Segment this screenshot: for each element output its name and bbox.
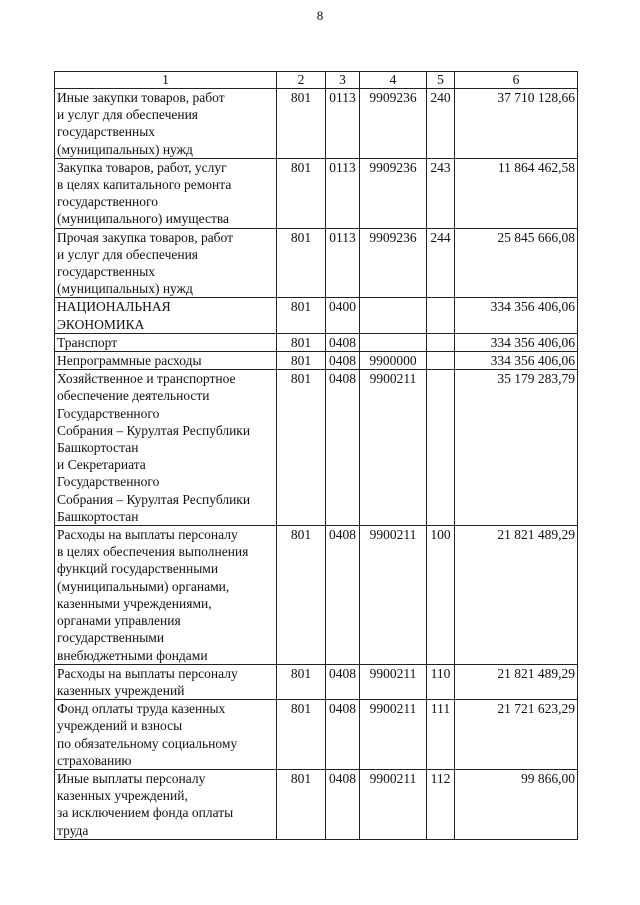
expense-type-cell: 243 — [427, 158, 455, 228]
expense-type-cell — [427, 333, 455, 351]
section-code-cell: 0408 — [326, 333, 360, 351]
column-header: 5 — [427, 72, 455, 89]
section-code-cell: 0408 — [326, 700, 360, 770]
amount-cell: 11 864 462,58 — [455, 158, 578, 228]
target-code-cell: 9900211 — [360, 700, 427, 770]
table-row — [55, 158, 578, 228]
section-code-cell: 0113 — [326, 228, 360, 298]
section-code-cell: 0408 — [326, 370, 360, 526]
row-name-cell: Иные закупки товаров, работ и услуг для обеспечения государственных (муниципальных) нужд — [55, 89, 277, 159]
page-number: 8 — [316, 8, 324, 23]
section-code-cell: 0408 — [326, 664, 360, 699]
ved-code-cell: 801 — [277, 700, 326, 770]
column-header: 3 — [326, 72, 360, 89]
amount-cell: 25 845 666,08 — [455, 228, 578, 298]
amount-cell: 334 356 406,06 — [455, 333, 578, 351]
expense-type-cell: 244 — [427, 228, 455, 298]
column-header: 4 — [360, 72, 427, 89]
row-name-cell: Прочая закупка товаров, работ и услуг для обеспечения государственных (муниципальных) нужд — [55, 228, 277, 298]
row-name-cell: Хозяйственное и транспортное обеспечение деятельности Государственного Собрания – Курултая Республики Башкортостан и Секретариата Государственного Собрания – Курултая Республики Башкортостан — [55, 370, 277, 526]
target-code-cell: 9900211 — [360, 769, 427, 839]
table-row — [55, 352, 578, 370]
target-code-cell: 9909236 — [360, 228, 427, 298]
section-code-cell: 0408 — [326, 769, 360, 839]
target-code-cell — [360, 298, 427, 333]
ved-code-cell: 801 — [277, 769, 326, 839]
table-row — [55, 664, 578, 699]
ved-code-cell: 801 — [277, 158, 326, 228]
target-code-cell: 9909236 — [360, 89, 427, 159]
column-header: 2 — [277, 72, 326, 89]
row-name-cell: Расходы на выплаты персоналу в целях обеспечения выполнения функций государственными (муниципальными) органами, казенными учреждениями, органами управления государственными внебюджетными фондами — [55, 526, 277, 665]
row-name-cell: НАЦИОНАЛЬНАЯ ЭКОНОМИКА — [55, 298, 277, 333]
ved-code-cell: 801 — [277, 228, 326, 298]
row-name-cell: Транспорт — [55, 333, 277, 351]
section-code-cell: 0408 — [326, 526, 360, 665]
target-code-cell: 9900211 — [360, 370, 427, 526]
expense-type-cell: 100 — [427, 526, 455, 665]
amount-cell: 21 821 489,29 — [455, 664, 578, 699]
row-name-cell: Закупка товаров, работ, услуг в целях капитального ремонта государственного (муниципального) имущества — [55, 158, 277, 228]
row-name-cell: Расходы на выплаты персоналу казенных учреждений — [55, 664, 277, 699]
target-code-cell: 9909236 — [360, 158, 427, 228]
table-header-row — [55, 72, 578, 89]
column-header: 1 — [55, 72, 277, 89]
expense-type-cell — [427, 370, 455, 526]
expense-type-cell: 112 — [427, 769, 455, 839]
ved-code-cell: 801 — [277, 352, 326, 370]
amount-cell: 21 821 489,29 — [455, 526, 578, 665]
ved-code-cell: 801 — [277, 526, 326, 665]
section-code-cell: 0400 — [326, 298, 360, 333]
ved-code-cell: 801 — [277, 298, 326, 333]
table-body — [55, 89, 578, 840]
ved-code-cell: 801 — [277, 664, 326, 699]
section-code-cell: 0408 — [326, 352, 360, 370]
target-code-cell: 9900211 — [360, 664, 427, 699]
table-row — [55, 333, 578, 351]
table-row — [55, 228, 578, 298]
column-header: 6 — [455, 72, 578, 89]
amount-cell: 334 356 406,06 — [455, 352, 578, 370]
target-code-cell: 9900211 — [360, 526, 427, 665]
row-name-cell: Непрограммные расходы — [55, 352, 277, 370]
table-row — [55, 769, 578, 839]
target-code-cell — [360, 333, 427, 351]
expense-type-cell: 111 — [427, 700, 455, 770]
section-code-cell: 0113 — [326, 158, 360, 228]
amount-cell: 35 179 283,79 — [455, 370, 578, 526]
budget-table — [54, 71, 578, 840]
section-code-cell: 0113 — [326, 89, 360, 159]
ved-code-cell: 801 — [277, 89, 326, 159]
amount-cell: 21 721 623,29 — [455, 700, 578, 770]
target-code-cell: 9900000 — [360, 352, 427, 370]
expense-type-cell — [427, 352, 455, 370]
amount-cell: 37 710 128,66 — [455, 89, 578, 159]
expense-type-cell: 240 — [427, 89, 455, 159]
table-row — [55, 526, 578, 665]
row-name-cell: Фонд оплаты труда казенных учреждений и взносы по обязательному социальному страхованию — [55, 700, 277, 770]
expense-type-cell: 110 — [427, 664, 455, 699]
row-name-cell: Иные выплаты персоналу казенных учреждений, за исключением фонда оплаты труда — [55, 769, 277, 839]
amount-cell: 99 866,00 — [455, 769, 578, 839]
ved-code-cell: 801 — [277, 333, 326, 351]
table-row — [55, 298, 578, 333]
table-row — [55, 370, 578, 526]
table-row — [55, 700, 578, 770]
amount-cell: 334 356 406,06 — [455, 298, 578, 333]
ved-code-cell: 801 — [277, 370, 326, 526]
table-row — [55, 89, 578, 159]
expense-type-cell — [427, 298, 455, 333]
